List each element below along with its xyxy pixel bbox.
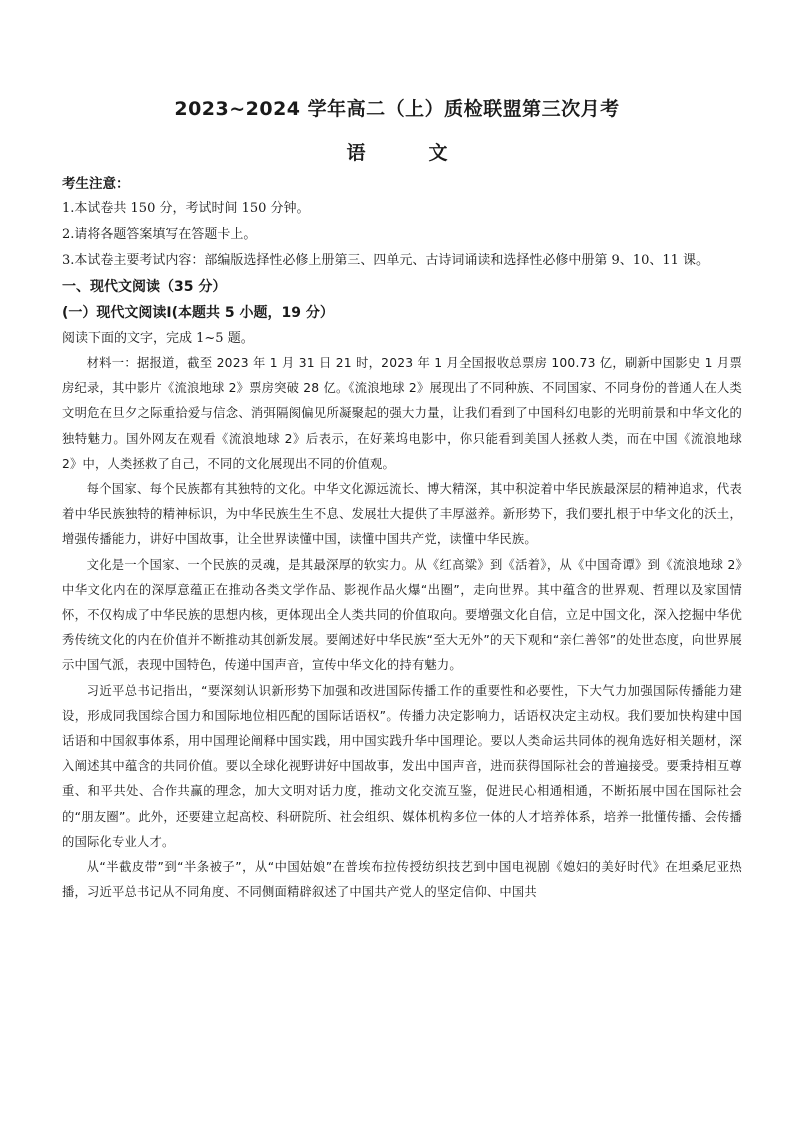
- exam-title: 2023~2024 学年高二（上）质检联盟第三次月考: [174, 98, 620, 120]
- passage-paragraph: 从“半截皮带”到“半条被子”，从“中国姑娘”在普埃布拉传授纺织技艺到中国电视剧《媳妇的美好时代》在坦桑尼亚热播，习近平总书记从不同角度、不同侧面精辟叙述了中国共产党人的坚定信仰、中国共: [62, 860, 742, 900]
- section-subtitle: (一）现代文阅读Ⅰ(本题共 5 小题，19 分）: [62, 305, 334, 321]
- notice-item: 3.本试卷主要考试内容：部编版选择性必修上册第三、四单元、古诗词诵读和选择性必修中册第 9、10、11 课。: [62, 253, 710, 268]
- passage-paragraph: 材料一：据报道，截至 2023 年 1 月 31 日 21 时，2023 年 1 月全国报收总票房 100.73 亿，刷新中国影史 1 月票房纪录，其中影片《流浪地球 2》票房突破 28 亿。《流浪地球 2》展现出了不同种族、不同国家、不同身份的普通人在人类文明危在旦夕之际重拾爱与信念、消弭隔阂偏见所凝聚起的强大力量，让我们看到了中国科幻电影的光明前景和中华文化的独特魅力。国外网友在观看《流浪地球 2》后表示，在好莱坞电影中，你只能看到美国人拯救人类，而在中国《流浪地球 2》中，人类拯救了自己，不同的文化展现出不同的价值观。: [62, 356, 742, 471]
- passage-paragraph: 习近平总书记指出，“要深刻认识新形势下加强和改进国际传播工作的重要性和必要性，下大气力加强国际传播能力建设，形成同我国综合国力和国际地位相匹配的国际话语权”。传播力决定影响力，话语权决定主动权。我们要加快构建中国话语和中国叙事体系，用中国理论阐释中国实践，用中国实践升华中国理论。要以人类命运共同体的视角选好相关题材，深入阐述其中蕴含的共同价值。要以全球化视野讲好中国故事，发出中国声音，进而获得国际社会的普遍接受。要秉持相互尊重、和平共处、合作共赢的理念，加大文明对话力度，推动文化交流互鉴，促进民心相通相通，不断拓展中国在国际社会的“朋友圈”。此外，还要建立起高校、科研院所、社会组织、媒体机构多位一体的人才培养体系，培养一批懂传播、会传播的国际化专业人才。: [62, 683, 742, 849]
- passage-paragraph: 文化是一个国家、一个民族的灵魂，是其最深厚的软实力。从《红高粱》到《活着》，从《中国奇谭》到《流浪地球 2》中华文化内在的深厚意蕴正在推动各类文学作品、影视作品火爆“出圈”，走向世界。其中蕴含的世界观、哲理以及家国情怀，不仅构成了中华民族的思想内核，更体现出全人类共同的价值取向。要增强文化自信，立足中国文化，深入挖掘中华优秀传统文化的内在价值并不断推动其创新发展。要阐述好中华民族“至大无外”的天下观和“亲仁善邻”的处世态度，向世界展示中国气派，表现中国特色，传递中国声音，宣传中华文化的持有魅力。: [62, 557, 742, 673]
- notice-item: 2.请将各题答案填写在答题卡上。: [62, 227, 257, 242]
- reading-instruction: 阅读下面的文字，完成 1~5 题。: [62, 331, 254, 346]
- section-title: 一、现代文阅读（35 分）: [62, 279, 227, 295]
- passage-paragraph: 每个国家、每个民族都有其独特的文化。中华文化源远流长、博大精深，其中积淀着中华民族最深层的精神追求，代表着中华民族独特的精神标识，为中华民族生生不息、发展壮大提供了丰厚滋养。新形势下，我们要扎根于中华文化的沃土，增强传播能力，讲好中国故事，让全世界读懂中国，读懂中国共产党，读懂中华民族。: [62, 482, 742, 547]
- notice-heading: 考生注意：: [62, 176, 130, 192]
- exam-content: [62, 172, 742, 905]
- subject-title: 语 文: [346, 142, 470, 164]
- notice-item: 1.本试卷共 150 分，考试时间 150 分钟。: [62, 201, 310, 216]
